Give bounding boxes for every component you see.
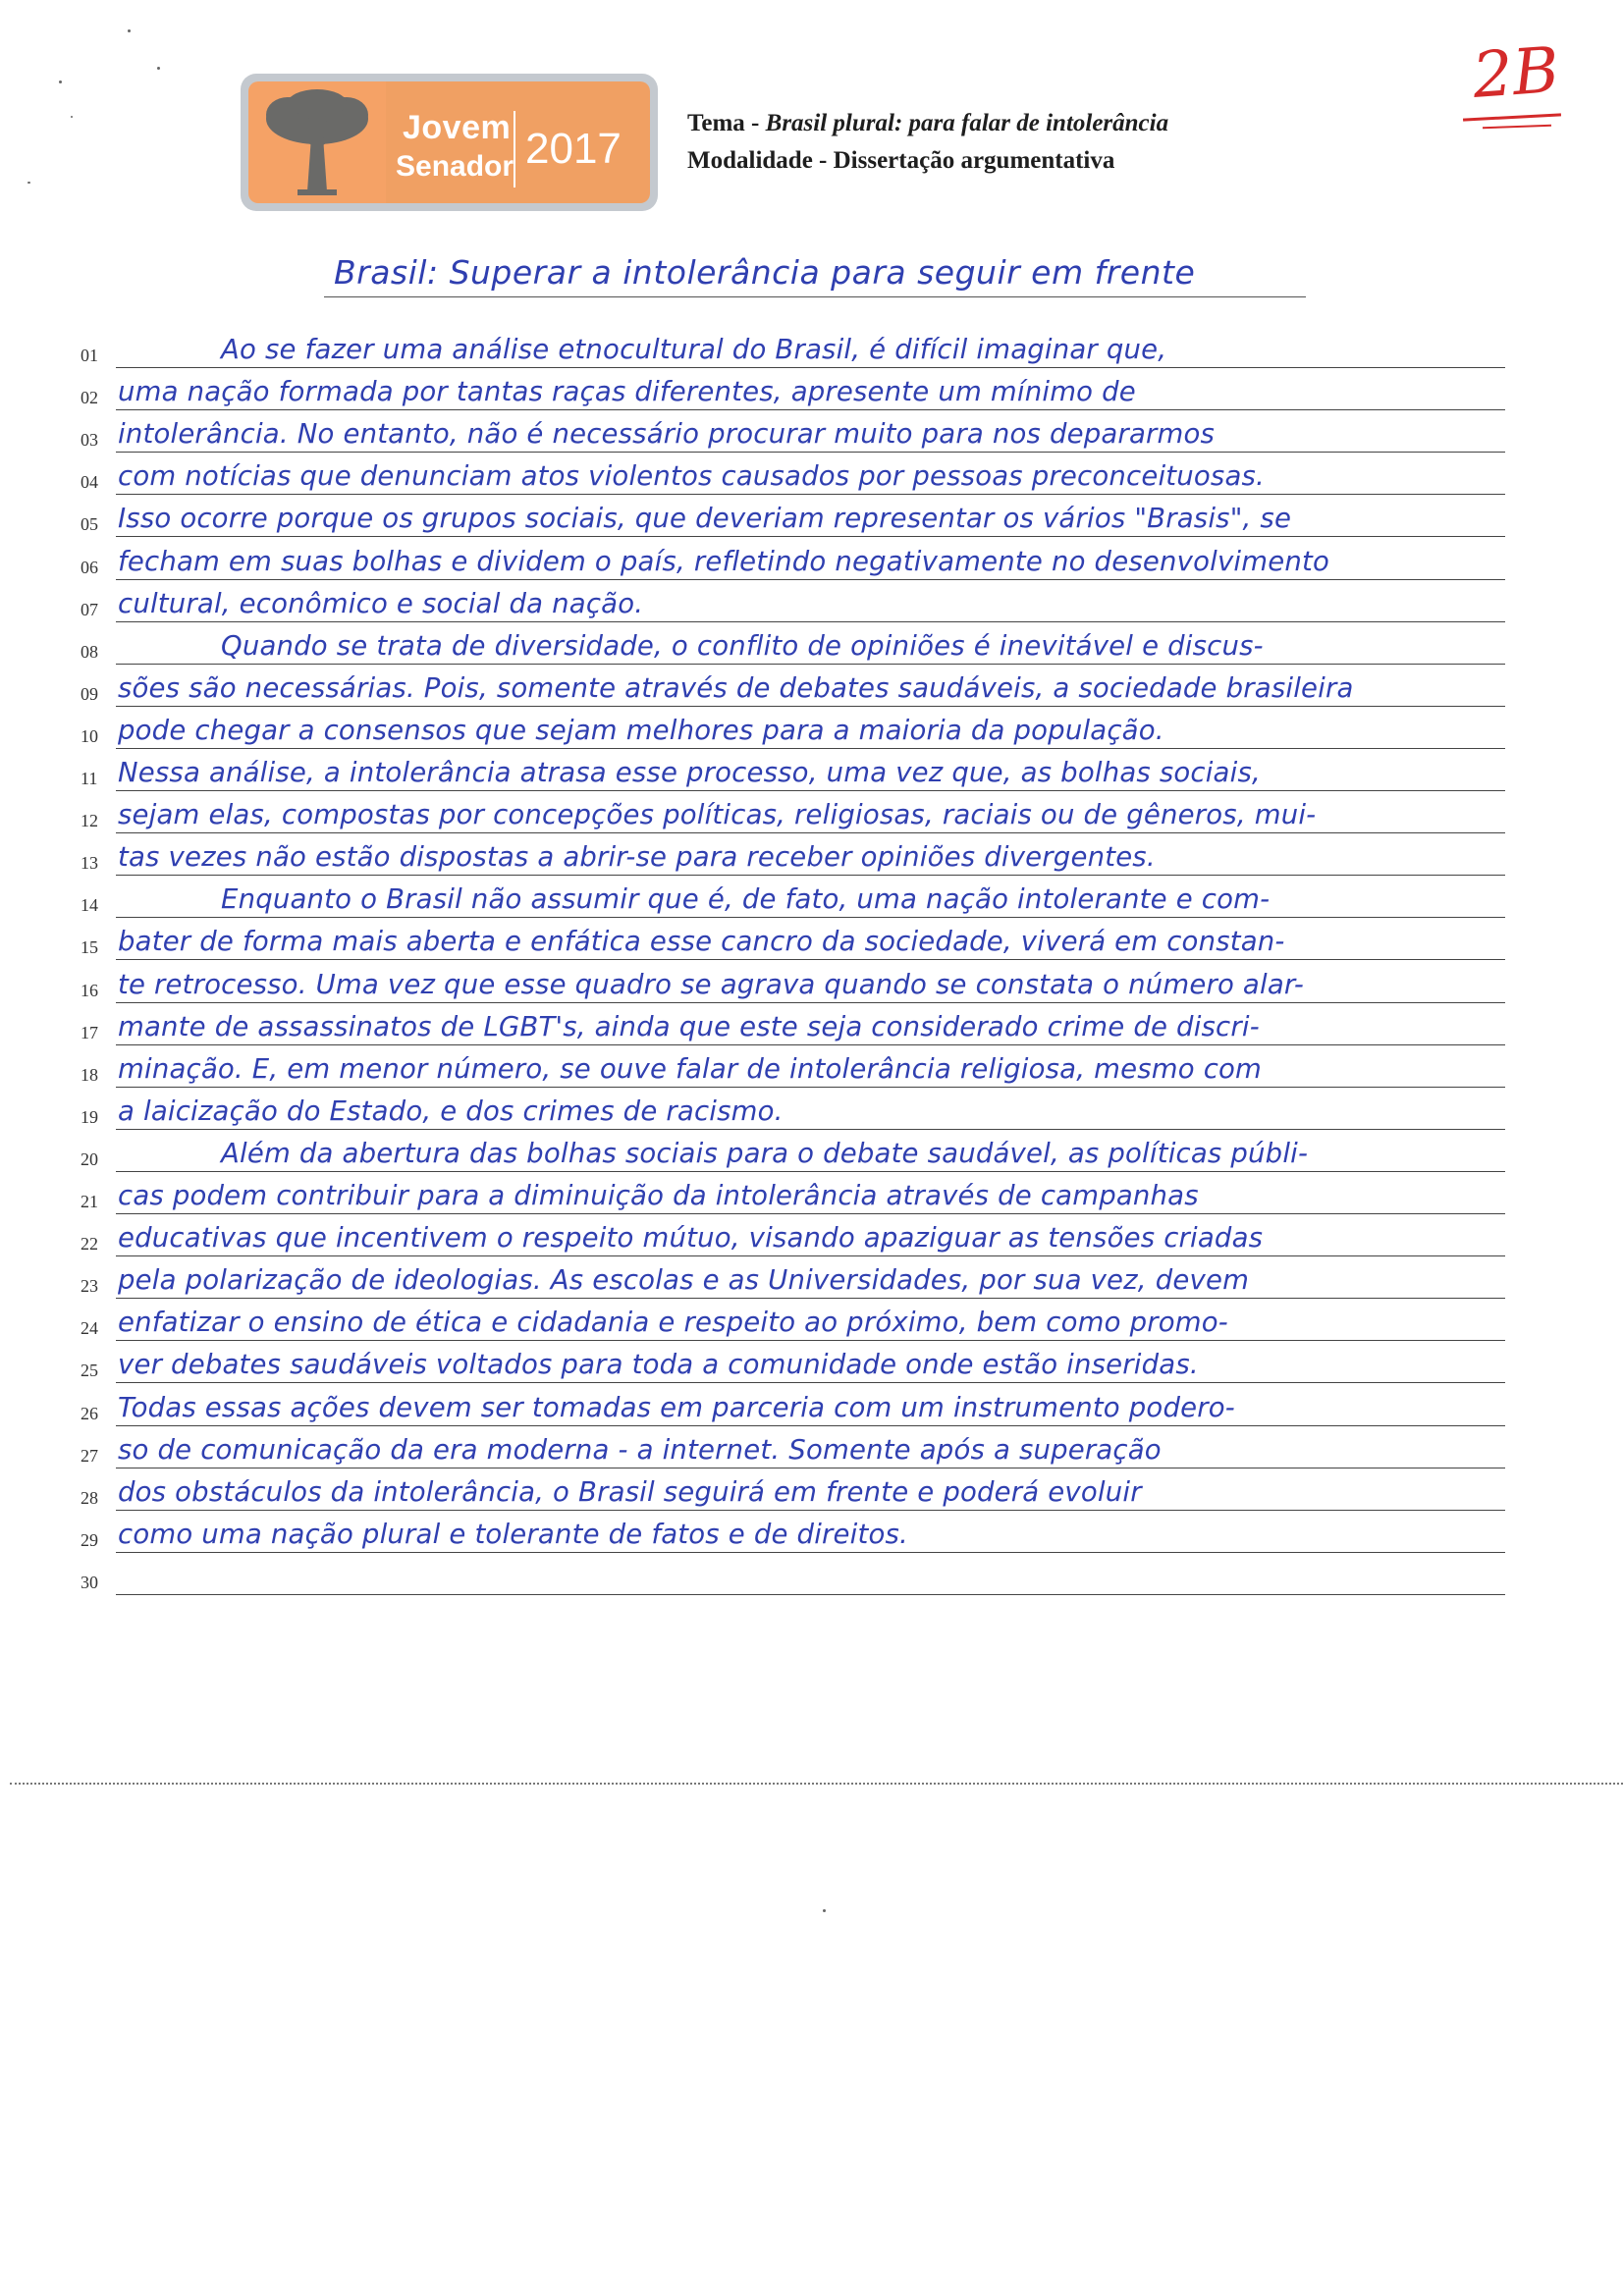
scan-speck [128,29,131,32]
line-number: 16 [81,980,98,1000]
line-number: 26 [81,1403,98,1423]
essay-line [0,965,1623,1007]
scan-speck [71,116,73,118]
line-rule [116,1552,1505,1553]
scan-speck [59,80,62,83]
tema-label: Tema - [687,110,766,136]
line-rule [116,452,1505,453]
line-text: Nessa análise, a intolerância atrasa esse processo, uma vez que, as bolhas sociais, [118,757,1261,788]
line-rule [116,706,1505,707]
essay-title: Brasil: Superar a intolerância para seguir em frente [334,253,1196,292]
line-rule [116,621,1505,622]
line-rule [116,1382,1505,1383]
essay-line [0,1049,1623,1092]
essay-line [0,1388,1623,1430]
logo-divider [514,111,515,187]
line-number: 20 [81,1148,98,1169]
line-number: 10 [81,725,98,746]
scan-speck [823,1909,826,1912]
line-rule [116,409,1505,410]
line-rule [116,1087,1505,1088]
line-rule [116,367,1505,368]
essay-line [0,1557,1623,1599]
logo-brand-line1: Jovem [403,109,512,146]
essay-line [0,837,1623,880]
line-number: 07 [81,599,98,619]
line-number: 13 [81,853,98,874]
line-number: 02 [81,388,98,408]
line-rule [116,1425,1505,1426]
line-number: 29 [81,1529,98,1550]
essay-line [0,795,1623,837]
line-rule [116,1002,1505,1003]
line-number: 11 [81,769,98,788]
essay-line [0,1007,1623,1049]
line-text: uma nação formada por tantas raças diferentes, apresente um mínimo de [118,376,1136,408]
line-text: sejam elas, compostas por concepções políticas, religiosas, raciais ou de gêneros, mui- [118,799,1317,831]
essay-line [0,499,1623,541]
line-rule [116,536,1505,537]
line-rule [116,1298,1505,1299]
essay-line [0,1218,1623,1260]
line-rule [116,1171,1505,1172]
line-rule [116,1340,1505,1341]
line-rule [116,748,1505,749]
line-text: cas podem contribuir para a diminuição da intolerância através de campanhas [118,1180,1199,1211]
line-text: pode chegar a consensos que sejam melhores para a maioria da população. [118,714,1164,746]
line-number: 05 [81,514,98,535]
line-text: sões são necessárias. Pois, somente através de debates saudáveis, a sociedade brasileira [118,671,1354,704]
essay-line [0,1345,1623,1387]
scan-speck [27,182,30,184]
line-number: 24 [81,1318,98,1339]
line-rule [116,664,1505,665]
line-rule [116,1044,1505,1045]
line-text: Enquanto o Brasil não assumir que é, de fato, uma nação intolerante e com- [221,883,1271,916]
line-rule [116,1510,1505,1511]
essay-line [0,584,1623,626]
line-text: como uma nação plural e tolerante de fatos e de direitos. [118,1518,908,1550]
line-text: Todas essas ações devem ser tomadas em parceria com um instrumento podero- [118,1391,1235,1423]
line-number: 09 [81,683,98,704]
scan-speck [157,67,160,70]
line-rule [116,917,1505,918]
line-number: 01 [81,346,98,365]
line-text: mante de assassinatos de LGBT's, ainda que este seja considerado crime de discri- [118,1010,1260,1042]
line-rule [116,494,1505,495]
essay-line [0,1303,1623,1345]
essay-line [0,1515,1623,1557]
essay-line [0,753,1623,795]
essay-line [0,1430,1623,1472]
essay-line [0,372,1623,414]
line-text: Além da abertura das bolhas sociais para o debate saudável, as políticas públi- [221,1137,1309,1169]
line-text: so de comunicação da era moderna - a internet. Somente após a superação [118,1433,1162,1466]
line-number: 14 [81,895,98,916]
line-text: intolerância. No entanto, não é necessário procurar muito para nos depararmos [118,418,1216,451]
line-rule [116,1255,1505,1256]
line-number: 17 [81,1022,98,1042]
line-number: 18 [81,1064,98,1085]
line-number: 19 [81,1106,98,1127]
line-rule [116,875,1505,876]
line-number: 03 [81,430,98,451]
line-text: dos obstáculos da intolerância, o Brasil seguirá em frente e poderá evoluir [118,1475,1142,1508]
essay-line [0,1176,1623,1218]
essay-line [0,456,1623,499]
line-text: cultural, econômico e social da nação. [118,587,644,619]
essay-line [0,668,1623,711]
line-rule [116,579,1505,580]
grade-mark: 2B [1470,34,1562,113]
line-text: bater de forma mais aberta e enfática esse cancro da sociedade, viverá em constan- [118,926,1285,958]
logo-brand-line2: Senador [396,150,514,183]
line-text: Isso ocorre porque os grupos sociais, que deveriam representar os vários "Brasis", se [118,503,1292,535]
jovem-senador-logo [241,74,658,211]
tree-icon [258,85,376,199]
essay-line [0,626,1623,668]
essay-line [0,1134,1623,1176]
line-text: fecham em suas bolhas e dividem o país, refletindo negativamente no desenvolvimento [118,545,1329,577]
essay-line [0,1472,1623,1515]
line-text: a laicização do Estado, e dos crimes de racismo. [118,1095,784,1127]
essay-line [0,414,1623,456]
line-number: 08 [81,641,98,662]
line-text: pela polarização de ideologias. As escolas e as Universidades, por sua vez, devem [118,1264,1250,1297]
line-rule [116,790,1505,791]
line-number: 04 [81,472,98,493]
line-text: Quando se trata de diversidade, o conflito de opiniões é inevitável e discus- [221,629,1264,662]
line-rule [116,1213,1505,1214]
essay-line [0,922,1623,964]
line-rule [116,832,1505,833]
line-rule [116,1594,1505,1595]
line-text: educativas que incentivem o respeito mútuo, visando apaziguar as tensões criadas [118,1222,1264,1255]
line-number: 15 [81,937,98,958]
line-number: 12 [81,811,98,831]
line-text: com notícias que denunciam atos violentos causados por pessoas preconceituosas. [118,460,1265,493]
line-text: Ao se fazer uma análise etnocultural do Brasil, é difícil imaginar que, [221,334,1167,365]
essay-line [0,1260,1623,1303]
essay-line [0,330,1623,372]
logo-year: 2017 [525,125,622,173]
line-text: minação. E, em menor número, se ouve falar de intolerância religiosa, mesmo com [118,1052,1263,1085]
line-text: tas vezes não estão dispostas a abrir-se para receber opiniões divergentes. [118,841,1156,874]
line-text: te retrocesso. Uma vez que esse quadro se agrava quando se constata o número alar- [118,968,1304,1000]
line-number: 28 [81,1487,98,1508]
essay-line [0,711,1623,753]
grade-underline [1463,113,1561,121]
essay-line [0,1092,1623,1134]
essay-line [0,542,1623,584]
title-rule [324,296,1306,297]
line-number: 06 [81,557,98,577]
line-number: 25 [81,1361,98,1381]
perforation-line [10,1783,1623,1785]
line-text: enfatizar o ensino de ética e cidadania e respeito ao próximo, bem como promo- [118,1307,1228,1339]
line-number: 30 [81,1572,98,1592]
line-number: 21 [81,1192,98,1211]
line-text: ver debates saudáveis voltados para toda a comunidade onde estão inseridas. [118,1349,1199,1381]
tema-line [687,110,1168,137]
modalidade-line: Modalidade - Dissertação argumentativa [687,147,1115,174]
line-rule [116,959,1505,960]
line-number: 23 [81,1276,98,1297]
essay-line [0,880,1623,922]
tema-value: Brasil plural: para falar de intolerância [765,110,1169,136]
line-number: 27 [81,1445,98,1466]
grade-underline [1483,125,1551,129]
line-rule [116,1129,1505,1130]
line-number: 22 [81,1234,98,1255]
